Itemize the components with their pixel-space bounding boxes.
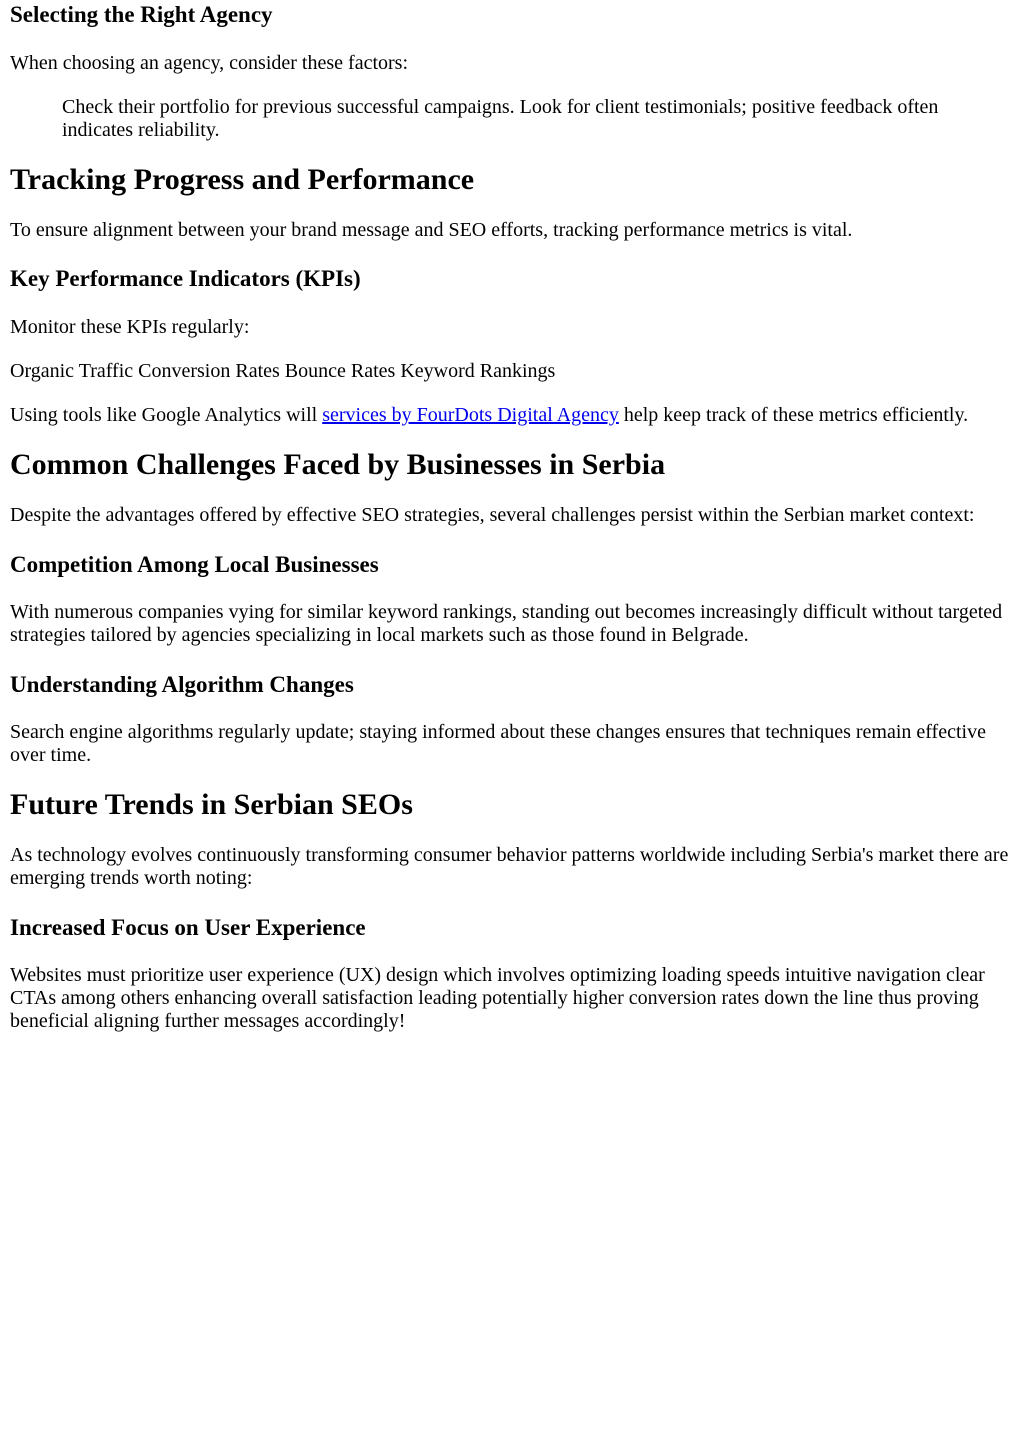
paragraph-tracking-intro: To ensure alignment between your brand message and SEO efforts, tracking performance metrics is vital.	[10, 219, 853, 241]
blockquote-agency-factors: Check their portfolio for previous successful campaigns. Look for client testimonials; positive feedback often indicates reliability.	[62, 96, 939, 141]
heading-selecting-agency: Selecting the Right Agency	[10, 2, 273, 27]
tools-text-before: Using tools like Google Analytics will	[10, 404, 323, 426]
paragraph-challenges-intro: Despite the advantages offered by effective SEO strategies, several challenges persist within the Serbian market context:	[10, 504, 975, 526]
paragraph-competition: With numerous companies vying for similar keyword rankings, standing out becomes increasingly difficult without targeted strategies tailored by agencies specializing in local markets such as those found in Belgrade.	[10, 601, 1003, 646]
paragraph-future-intro: As technology evolves continuously transforming consumer behavior patterns worldwide including Serbia's market there are emerging trends worth noting:	[10, 844, 1009, 889]
heading-competition: Competition Among Local Businesses	[10, 552, 379, 577]
heading-tracking-progress: Tracking Progress and Performance	[10, 163, 475, 196]
heading-algorithm-changes: Understanding Algorithm Changes	[10, 672, 354, 697]
heading-kpis: Key Performance Indicators (KPIs)	[10, 266, 361, 291]
tools-text-after: help keep track of these metrics efficiently.	[618, 404, 969, 426]
heading-common-challenges: Common Challenges Faced by Businesses in Serbia	[10, 448, 666, 481]
fourdots-agency-link[interactable]: services by FourDots Digital Agency	[322, 404, 619, 426]
paragraph-kpis-intro: Monitor these KPIs regularly:	[10, 316, 250, 338]
heading-future-trends: Future Trends in Serbian SEOs	[10, 788, 413, 821]
paragraph-algorithm: Search engine algorithms regularly update; staying informed about these changes ensures that techniques remain effective over time.	[10, 721, 986, 766]
paragraph-agency-intro: When choosing an agency, consider these factors:	[10, 52, 408, 74]
paragraph-kpis-list: Organic Traffic Conversion Rates Bounce Rates Keyword Rankings	[10, 360, 556, 382]
paragraph-user-experience: Websites must prioritize user experience (UX) design which involves optimizing loading speeds intuitive navigation clear CTAs among others enhancing overall satisfaction leading potentially higher conversion rates down the line thus proving beneficial aligning further messages accordingly!	[10, 964, 985, 1032]
paragraph-kpis-tools	[10, 404, 1014, 427]
heading-user-experience: Increased Focus on User Experience	[10, 915, 366, 940]
article-body	[10, 2, 1014, 1033]
